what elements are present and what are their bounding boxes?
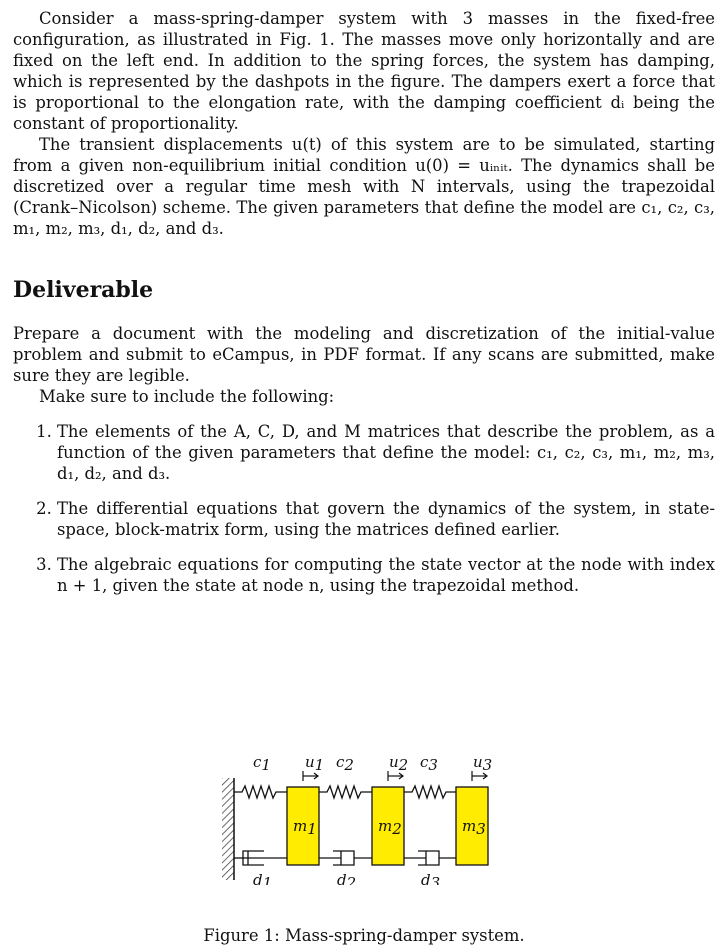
damper-d3 [404,851,456,865]
label-c1: c1 [253,753,271,774]
label-d2: d2 [337,871,357,885]
label-u3: u3 [473,753,493,774]
intro-paragraph-2: The transient displacements u(t) of this system are to be simulated, starting from a given non-equilibrium initial condition u(0) = uᵢₙᵢₜ. The dynamics shall be discretized over a regular time mesh with N intervals, using the trapezoidal (Crank–Nicolson) scheme. The given parameters that define the model are c₁, c₂, c₃, m₁, m₂, m₃, d₁, d₂, and d₃. [13,135,715,238]
figure-mass-spring-damper [0,745,728,885]
deliverable-paragraph-1: Prepare a document with the modeling and discretization of the initial-value problem and submit to eCampus, in PDF format. If any scans are submitted, make sure they are legible. [13,324,715,385]
label-m2: m2 [378,817,402,838]
damper-d1 [234,851,287,865]
label-c2: c2 [336,753,354,774]
label-c1-sub: 1 [261,756,271,774]
fixed-wall [222,778,234,880]
spring-c1 [234,786,287,798]
deliverable-paragraph-2: Make sure to include the following: [39,387,335,406]
label-d3: d3 [421,871,441,885]
list-item: 3. The algebraic equations for computing the state vector at the node with index n + 1, given the state at node n, using the trapezoidal method. [57,554,715,596]
intro-paragraph-1: Consider a mass-spring-damper system with 3 masses in the fixed-free configuration, as illustrated in Fig. 1. The masses move only horizontally and are fixed on the left end. In addition to the spring forces, the system has damping, which is represented by the dashpots in the figure. The dampers exert a force that is proportional to the elongation rate, with the damping coefficient dᵢ being the constant of proportionality. [13,9,715,133]
figure-caption: Figure 1: Mass-spring-damper system. [203,926,525,945]
label-u2: u2 [389,753,409,774]
list-item: 1. The elements of the A, C, D, and M matrices that describe the problem, as a function of the given parameters that define the model: c₁, c₂, c₃, m₁, m₂, m₃, d₁, d₂, and d₃. [57,421,715,484]
list-item: 2. The differential equations that govern the dynamics of the system, in state-space, block-matrix form, using the matrices defined earlier. [57,498,715,540]
label-d1: d1 [253,871,273,885]
section-heading-deliverable: Deliverable [13,277,154,303]
damper-d2 [319,851,372,865]
system-diagram [0,745,728,885]
deliverable-list [13,421,715,596]
label-m3: m3 [462,817,486,838]
label-m1: m1 [293,817,317,838]
spring-c2 [319,786,372,798]
document-page [13,8,715,610]
label-u1: u1 [305,753,325,774]
label-c3: c3 [420,753,438,774]
spring-c3 [404,786,456,798]
